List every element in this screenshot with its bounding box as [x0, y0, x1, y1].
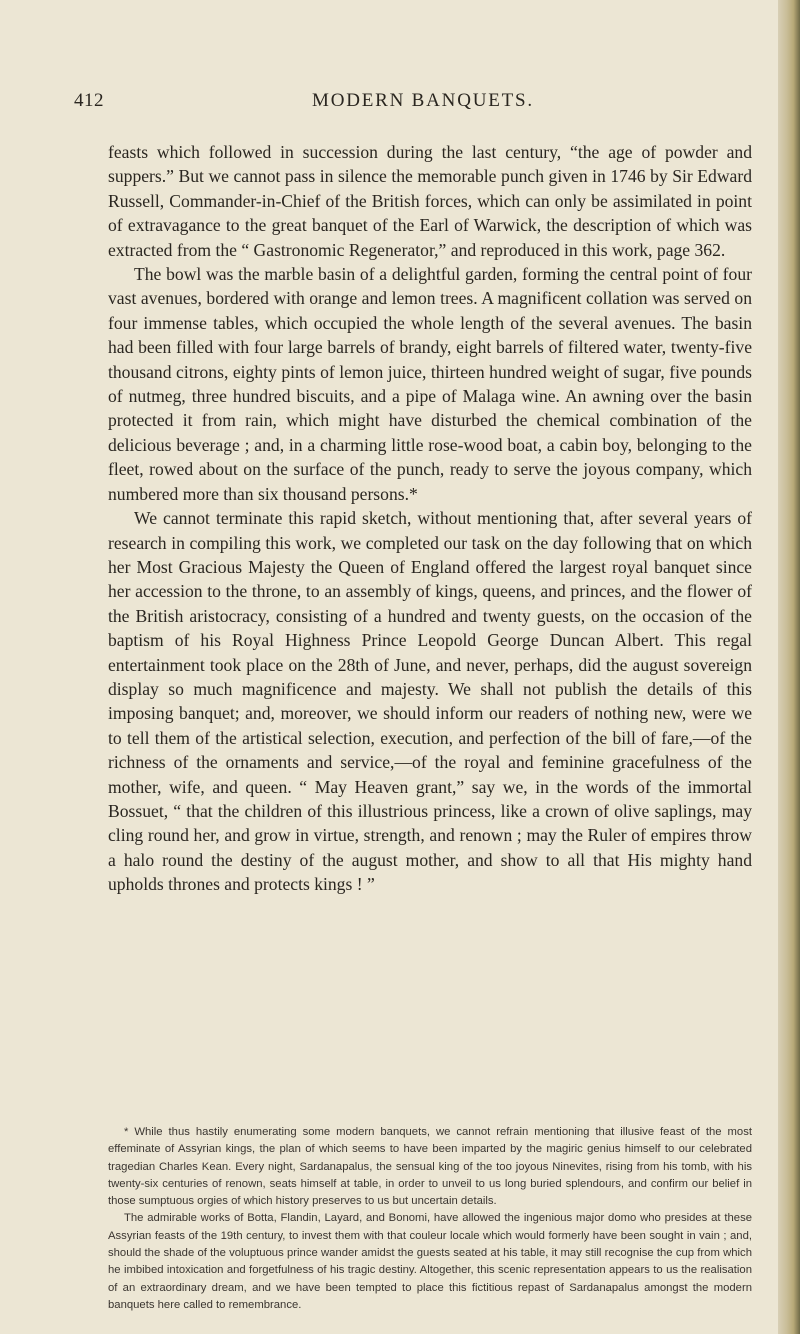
footnotes	[108, 1124, 752, 1314]
paragraph-3: We cannot terminate this rapid sketch, without mentioning that, after several years of research in compiling this work, we completed our task on the day following that on which her Most Gracious Majesty the Queen of England offered the largest royal banquet since her accession to the throne, to an assembly of kings, queens, and princes, and the flower of the British aristocracy, consisting of a hundred and twenty guests, on the occasion of the baptism of his Royal Highness Prince Leopold George Duncan Albert. This regal entertainment took place on the 28th of June, and never, perhaps, did the august sovereign display so much magnificence and majesty. We shall not publish the details of this imposing banquet; and, moreover, we should inform our readers of nothing new, were we to tell them of the artistical selection, execution, and perfection of the bill of fare,—of the richness of the ornaments and service,—of the royal and feminine gracefulness of the mother, wife, and queen. “ May Heaven grant,” say we, in the words of the immortal Bossuet, “ that the children of this illustrious princess, like a crown of olive saplings, may cling round her, and grow in virtue, strength, and renown ; may the Ruler of empires throw a halo round the destiny of the august mother, and show to all that His mighty hand upholds thrones and protects kings ! ”	[108, 508, 752, 895]
footnote-1: * While thus hastily enumerating some modern banquets, we cannot refrain mentioning that illusive feast of the most effeminate of Assyrian kings, the plan of which seems to have been imparted by the magiric genius himself to our celebrated tragedian Charles Kean. Every night, Sardanapalus, the sensual king of the too joyous Ninevites, rising from his tomb, with his twenty-six centuries of renown, seats himself at table, in order to unveil to us long buried splendours, and confirm our belief in those sumptuous orgies of which history preserves to us but uncertain details.	[108, 1126, 752, 1208]
paragraph-2: The bowl was the marble basin of a delightful garden, forming the central point of four vast avenues, bordered with orange and lemon trees. A magnificent collation was served on four immense tables, which occupied the whole length of the several avenues. The basin had been filled with four large barrels of brandy, eight barrels of filtered water, twenty-five thousand citrons, eighty pints of lemon juice, thirteen hundred weight of sugar, five pounds of nutmeg, three hundred biscuits, and a pipe of Malaga wine. An awning over the basin protected it from rain, which might have disturbed the chemical combination of the delicious beverage ; and, in a charming little rose-wood boat, a cabin boy, belonging to the fleet, rowed about on the surface of the punch, ready to serve the joyous company, which numbered more than six thousand persons.*	[108, 264, 752, 504]
page-number: 412	[74, 90, 104, 111]
footnote-2: The admirable works of Botta, Flandin, Layard, and Bonomi, have allowed the ingenious major domo who presides at these Assyrian feasts of the 19th century, to invest them with that couleur locale which would formerly have been sought in vain ; and, should the shade of the voluptuous prince wander amidst the guests seated at his table, it may still recognise the cup from which he imbibed intoxication and forgetfulness of his tragic destiny. Altogether, this scenic representation appears to us the realisation of an extraordinary dream, and we have been tempted to place this fictitious repast of Sardanapalus amongst the modern banquets here called to remembrance.	[108, 1212, 752, 1311]
paragraph-1: feasts which followed in succession during the last century, “the age of powder and suppers.” But we cannot pass in silence the memorable punch given in 1746 by Sir Edward Russell, Commander-in-Chief of the British forces, which can only be assimilated in point of extravagance to the great banquet of the Earl of Warwick, the description of which was extracted from the “ Gastronomic Regenerator,” and reproduced in this work, page 362.	[108, 142, 752, 260]
main-text	[108, 140, 752, 897]
page-header	[0, 90, 800, 120]
page-edge-shadow	[778, 0, 800, 1334]
running-title: MODERN BANQUETS.	[312, 90, 534, 111]
